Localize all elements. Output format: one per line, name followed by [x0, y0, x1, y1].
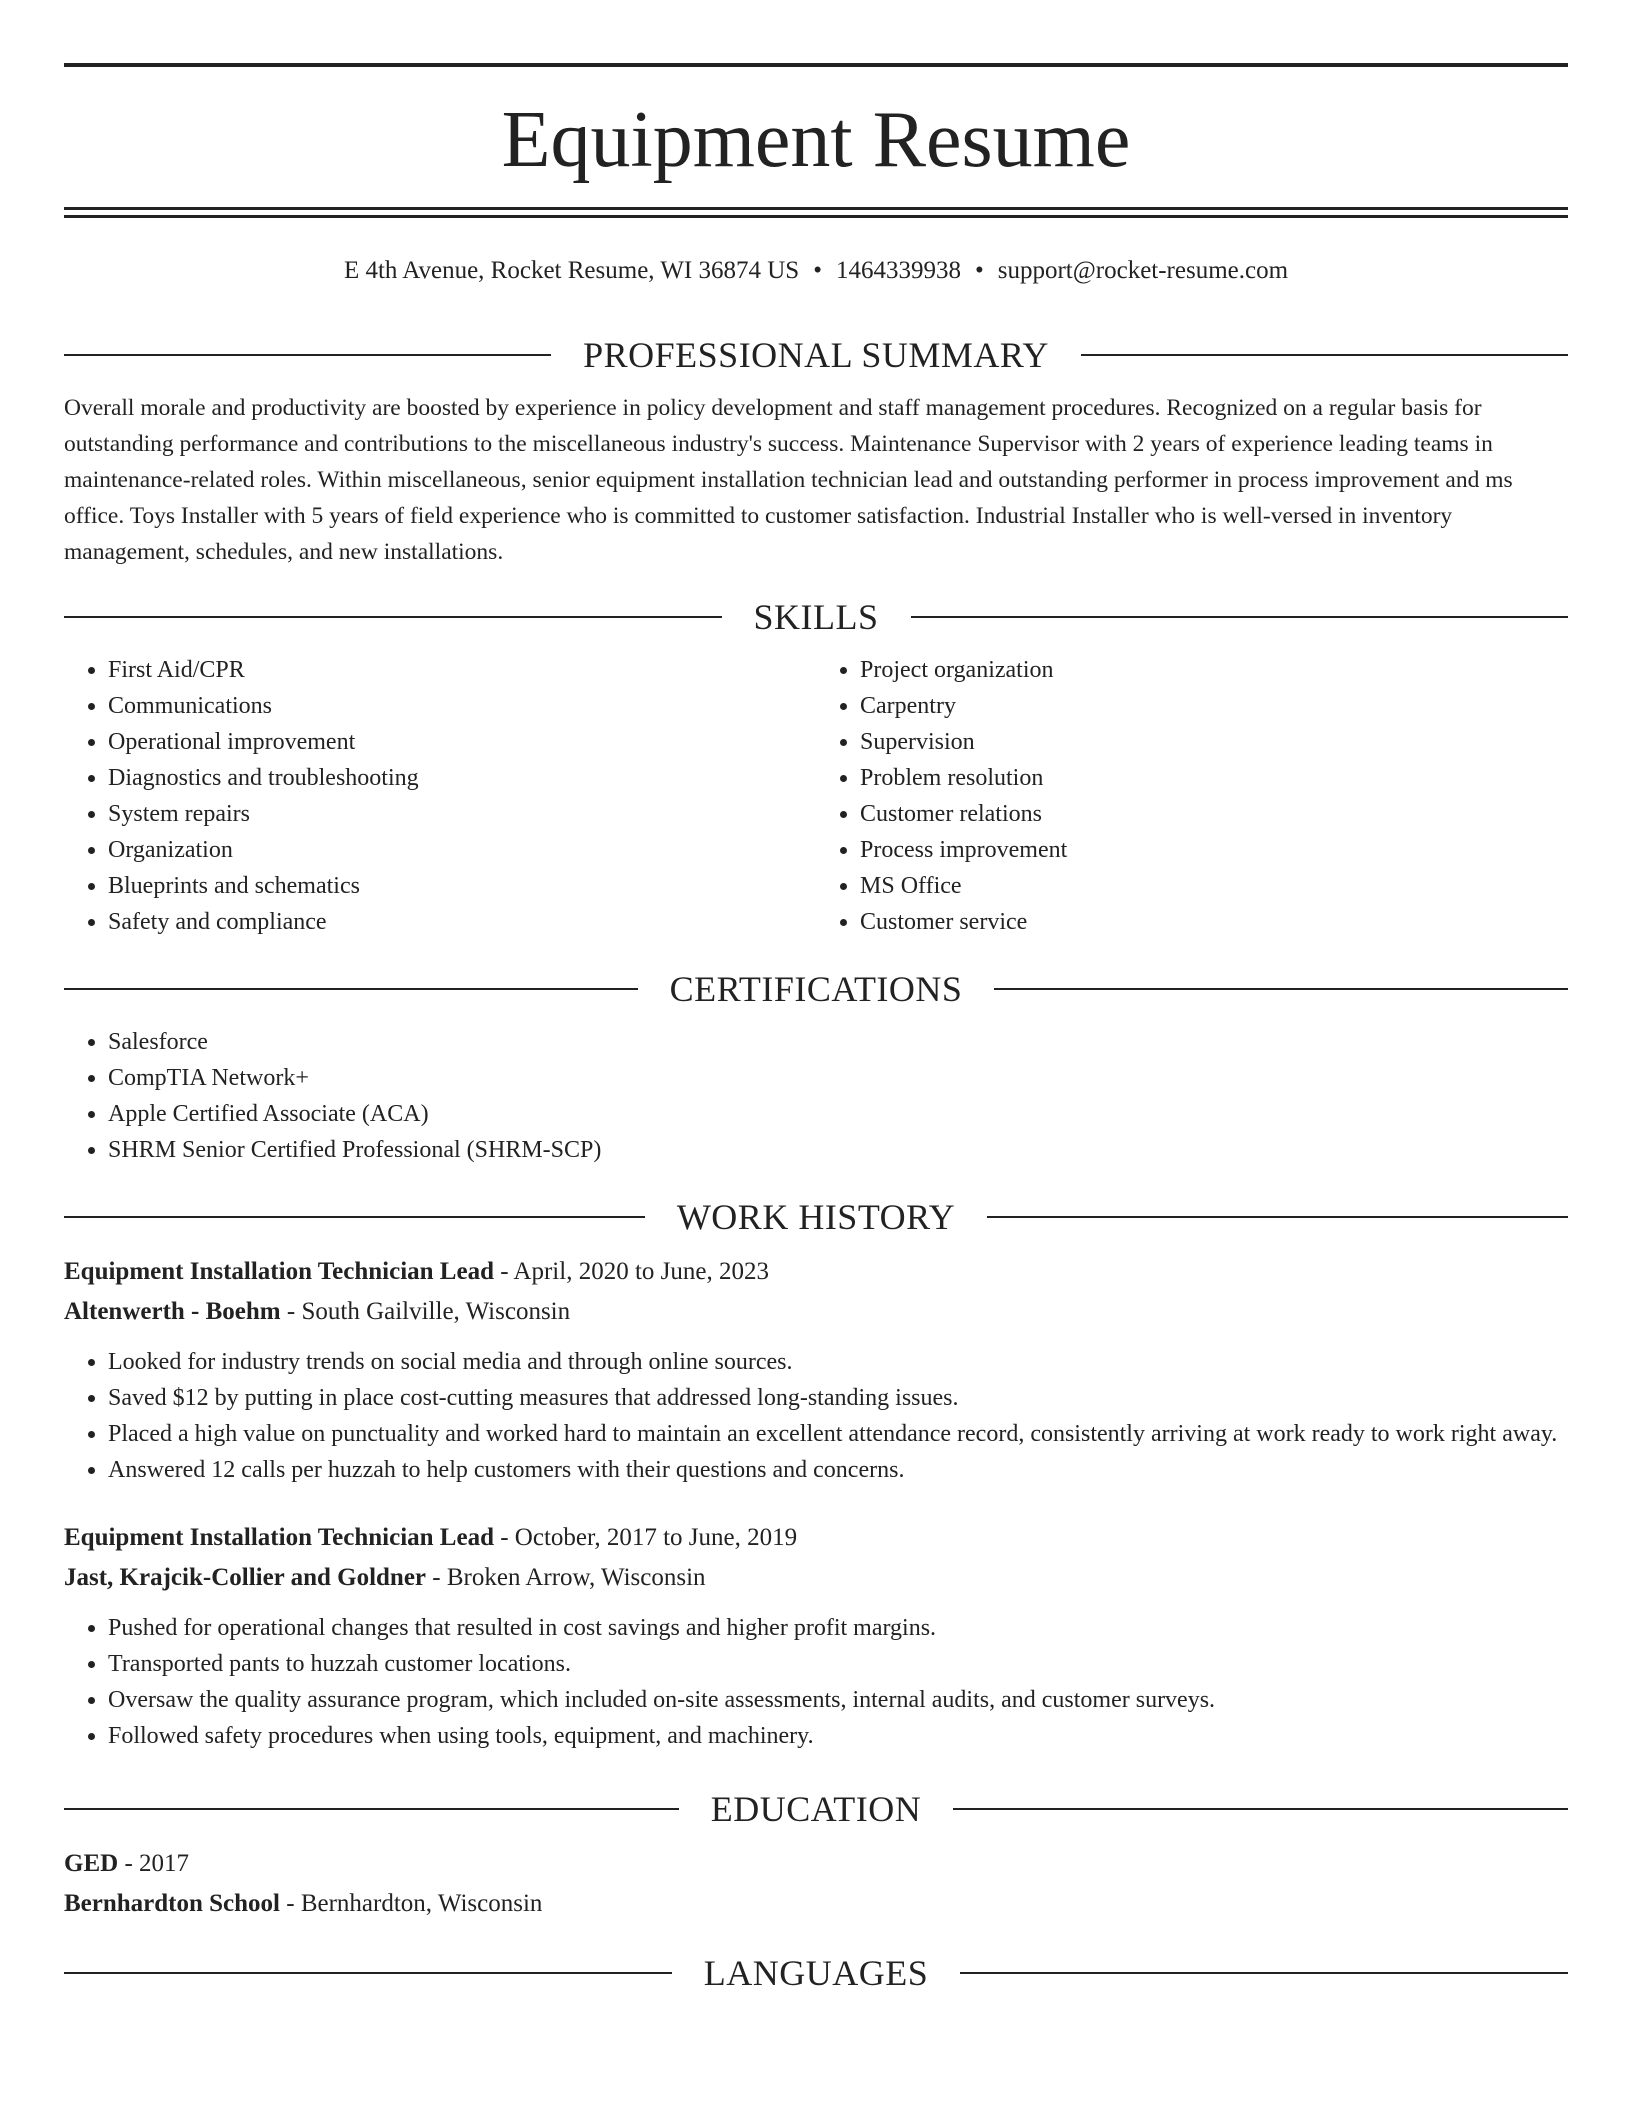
certification-item: • SHRM Senior Certified Professional (SHRM-SCP)	[108, 1132, 1568, 1168]
education-section-header	[64, 1784, 1568, 1834]
skill-item: • Operational improvement	[108, 724, 816, 760]
job-duty-item: • Transported pants to huzzah customer locations.	[108, 1646, 1568, 1682]
work-section-header	[64, 1192, 1568, 1242]
section-rule	[911, 616, 1569, 618]
skill-item: • Communications	[108, 688, 816, 724]
education-school: Bernhardton School	[64, 1890, 281, 1917]
contact-address: E 4th Avenue, Rocket Resume, WI 36874 US	[343, 257, 800, 284]
job-company: Jast, Krajcik-Collier and Goldner	[64, 1564, 427, 1591]
job-dates: - October, 2017 to June, 2019	[493, 1524, 798, 1551]
certification-item: • CompTIA Network+	[108, 1060, 1568, 1096]
certification-item: • Apple Certified Associate (ACA)	[108, 1096, 1568, 1132]
contact-separator: •	[813, 257, 822, 284]
job-title-line	[64, 1518, 1568, 1558]
summary-section-title: PROFESSIONAL SUMMARY	[583, 335, 1049, 375]
section-rule	[64, 988, 638, 990]
skill-item: • MS Office	[860, 868, 1568, 904]
languages-section-title: LANGUAGES	[703, 1953, 929, 1993]
top-rule	[64, 63, 1568, 67]
job-duty-item: • Looked for industry trends on social media and through online sources.	[108, 1344, 1568, 1380]
summary-section-header	[64, 330, 1568, 380]
title-rule-upper	[64, 207, 1568, 210]
education-entry	[64, 1844, 1568, 1924]
skills-column-right	[816, 652, 1568, 940]
skills-list	[64, 652, 1568, 940]
skills-section-header	[64, 592, 1568, 642]
work-section-title: WORK HISTORY	[676, 1197, 956, 1237]
job-entry	[64, 1518, 1568, 1754]
certifications-section-header	[64, 964, 1568, 1014]
section-rule	[64, 1808, 679, 1810]
job-duty-item: • Placed a high value on punctuality and worked hard to maintain an excellent attendance record, consistently arriving at work ready to work right away.	[108, 1416, 1568, 1452]
skill-item: • Safety and compliance	[108, 904, 816, 940]
languages-section-header	[64, 1948, 1568, 1998]
job-duty-item: • Answered 12 calls per huzzah to help customers with their questions and concerns.	[108, 1452, 1568, 1488]
contact-line	[64, 254, 1568, 288]
resume-title: Equipment Resume	[501, 96, 1131, 184]
skills-section-title: SKILLS	[753, 597, 879, 637]
certifications-list	[64, 1024, 1568, 1168]
contact-email: support@rocket-resume.com	[997, 257, 1289, 284]
job-dates: - April, 2020 to June, 2023	[493, 1258, 769, 1285]
skill-item: • Carpentry	[860, 688, 1568, 724]
skill-item: • Project organization	[860, 652, 1568, 688]
education-location: - Bernhardton, Wisconsin	[280, 1890, 543, 1917]
education-section-title: EDUCATION	[710, 1789, 922, 1829]
section-rule	[64, 354, 551, 356]
job-company-line	[64, 1292, 1568, 1332]
section-rule	[64, 616, 722, 618]
job-entry	[64, 1252, 1568, 1488]
job-company: Altenwerth - Boehm	[64, 1298, 281, 1325]
job-duties	[64, 1610, 1568, 1754]
education-degree: GED	[64, 1850, 119, 1877]
certifications-section-title: CERTIFICATIONS	[669, 969, 963, 1009]
section-rule	[960, 1972, 1568, 1974]
contact-separator: •	[974, 257, 984, 284]
education-degree-line	[64, 1844, 1568, 1884]
skill-item: • Supervision	[860, 724, 1568, 760]
skill-item: • Organization	[108, 832, 816, 868]
job-location: - Broken Arrow, Wisconsin	[426, 1564, 706, 1591]
skill-item: • Problem resolution	[860, 760, 1568, 796]
section-rule	[64, 1972, 672, 1974]
skill-item: • Customer service	[860, 904, 1568, 940]
section-rule	[64, 1216, 645, 1218]
job-duty-item: • Oversaw the quality assurance program, which included on-site assessments, internal audits, and customer surveys.	[108, 1682, 1568, 1718]
skill-item: • Diagnostics and troubleshooting	[108, 760, 816, 796]
job-duty-item: • Pushed for operational changes that resulted in cost savings and higher profit margins.	[108, 1610, 1568, 1646]
skill-item: • Blueprints and schematics	[108, 868, 816, 904]
job-title-line	[64, 1252, 1568, 1292]
summary-text: Overall morale and productivity are boosted by experience in policy development and staff management procedures. Recognized on a regular basis for outstanding performance and contributions to the miscellaneous industry's success. Maintenance Supervisor with 2 years of experience leading teams in maintenance-related roles. Within miscellaneous, senior equipment installation technician lead and outstanding performer in process improvement and ms office. Toys Installer with 5 years of field experience who is committed to customer satisfaction. Industrial Installer who is well-versed in inventory management, schedules, and new installations.	[64, 395, 1513, 565]
job-duties	[64, 1344, 1568, 1488]
certification-item: • Salesforce	[108, 1024, 1568, 1060]
skill-item: • Customer relations	[860, 796, 1568, 832]
section-rule	[953, 1808, 1568, 1810]
skill-item: • First Aid/CPR	[108, 652, 816, 688]
job-title: Equipment Installation Technician Lead	[64, 1258, 494, 1285]
job-company-line	[64, 1558, 1568, 1598]
job-location: - South Gailville, Wisconsin	[280, 1298, 571, 1325]
contact-phone: 1464339938	[835, 257, 961, 284]
skill-item: • Process improvement	[860, 832, 1568, 868]
skills-column-left	[64, 652, 816, 940]
education-year: - 2017	[118, 1850, 190, 1877]
title-rule-lower	[64, 215, 1568, 218]
job-duty-item: • Followed safety procedures when using tools, equipment, and machinery.	[108, 1718, 1568, 1754]
section-rule	[1081, 354, 1568, 356]
skill-item: • System repairs	[108, 796, 816, 832]
section-rule	[994, 988, 1568, 990]
section-rule	[987, 1216, 1568, 1218]
job-title: Equipment Installation Technician Lead	[64, 1524, 494, 1551]
education-school-line	[64, 1884, 1568, 1924]
resume-content	[64, 330, 1568, 2008]
job-duty-item: • Saved $12 by putting in place cost-cutting measures that addressed long-standing issues.	[108, 1380, 1568, 1416]
